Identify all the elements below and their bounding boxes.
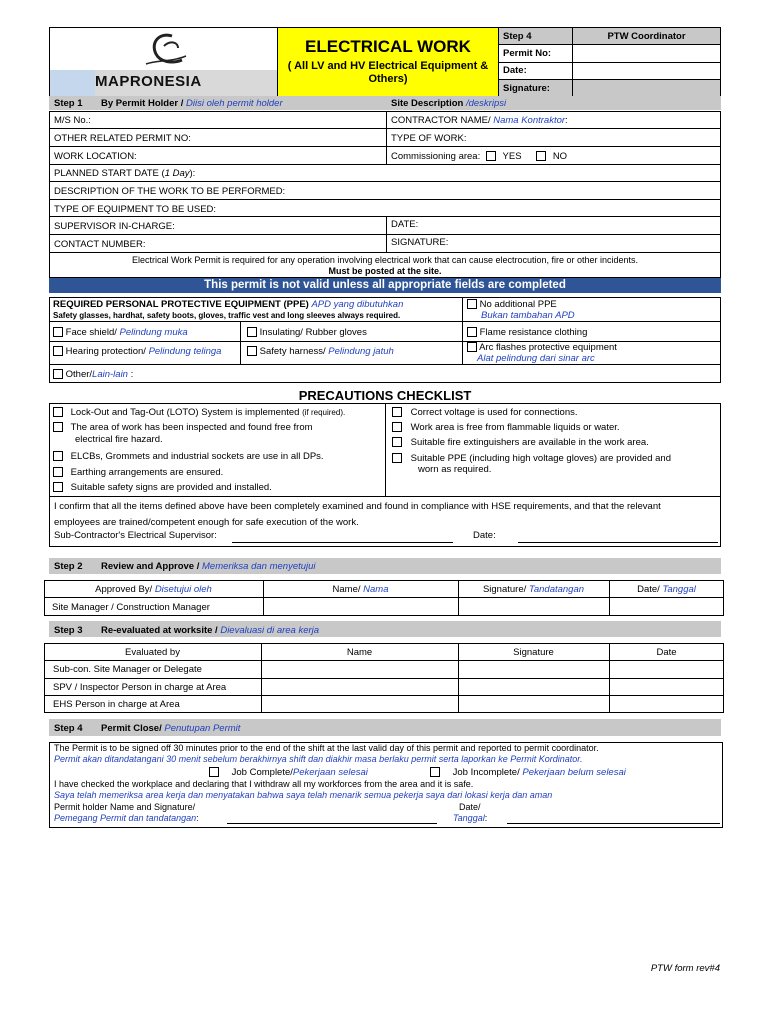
precaution-earthing: Earthing arrangements are ensured. — [53, 467, 223, 478]
header-date: Date: — [503, 65, 527, 76]
ppe-hearing: Hearing protection/ Pelindung telinga — [53, 346, 221, 357]
description-label: DESCRIPTION OF THE WORK TO BE PERFORMED: — [54, 186, 286, 197]
header-step4: Step 4 — [503, 31, 532, 42]
header-signature: Signature: — [503, 83, 550, 94]
subcon-supervisor-label: Sub-Contractor's Electrical Supervisor: — [54, 530, 217, 541]
supervisor-label: SUPERVISOR IN-CHARGE: — [54, 221, 175, 232]
logo-accent — [50, 70, 95, 97]
work-location-label: WORK LOCATION: — [54, 151, 137, 162]
step2-label: Step 2 — [54, 561, 83, 572]
notice-text: Electrical Work Permit is required for any operation involving electrical work that can cause electrocution, fire or other incidents. — [131, 255, 639, 265]
precaution-ppe-gloves: Suitable PPE (including high voltage gloves) are provided and — [392, 453, 671, 464]
subcon-signature-line[interactable] — [232, 542, 453, 543]
ppe-insulating: Insulating/ Rubber gloves — [247, 327, 367, 338]
precaution-area-inspected-line2: electrical fire hazard. — [75, 434, 163, 445]
equipment-label: TYPE OF EQUIPMENT TO BE USED: — [54, 204, 217, 215]
step3-sig-header: Signature — [513, 647, 554, 658]
signature-label: SIGNATURE: — [391, 237, 449, 248]
contractor-label: CONTRACTOR NAME/ Nama Kontraktor: — [391, 115, 568, 126]
step4-date-label-id: Tanggal: — [453, 813, 488, 823]
logo-swirl-icon — [142, 30, 190, 70]
insulating-gloves-checkbox[interactable] — [247, 327, 257, 337]
step4-line1-id: Permit akan ditandatangani 30 menit sebelum berakhirnya shift dan diakhir masa berlaku permit serta laporkan ke Permit Kordinator. — [54, 754, 583, 764]
logo-brand: MAPRONESIA — [95, 73, 202, 90]
precaution-extinguishers: Suitable fire extinguishers are available in the work area. — [392, 437, 649, 448]
step2-name-header: Name/ Nama — [332, 584, 389, 595]
precaution-signs: Suitable safety signs are provided and installed. — [53, 482, 272, 493]
form-subtitle: ( All LV and HV Electrical Equipment & Others) — [287, 60, 489, 85]
other-ppe-checkbox[interactable] — [53, 369, 63, 379]
step4-line1: The Permit is to be signed off 30 minutes prior to the end of the shift at the last valid day of this permit and reported to permit coordinator. — [54, 743, 599, 753]
confirm-date-label: Date: — [473, 530, 496, 541]
step4-declare-id: Saya telah memeriksa area kerja dan menyatakan bahwa saya telah menarik semua pekerja saya dari lokasi kerja dan aman — [54, 790, 553, 800]
flammable-checkbox[interactable] — [392, 422, 402, 432]
notice-posted: Must be posted at the site. — [328, 266, 442, 276]
holder-signature-line[interactable] — [227, 823, 437, 824]
step3-name-header: Name — [346, 647, 373, 658]
step3-row-ehs: EHS Person in charge at Area — [53, 699, 180, 710]
other-permit-label: OTHER RELATED PERMIT NO: — [54, 133, 191, 144]
safety-signs-checkbox[interactable] — [53, 482, 63, 492]
commissioning-no-checkbox[interactable] — [536, 151, 546, 161]
precaution-loto: Lock-Out and Tag-Out (LOTO) System is implemented (if required). — [53, 407, 345, 418]
precaution-flammable: Work area is free from flammable liquids or water. — [392, 422, 620, 433]
face-shield-checkbox[interactable] — [53, 327, 63, 337]
step4-declare: I have checked the workplace and declaring that I withdraw all my workforces from the area and it is safe. — [54, 779, 474, 789]
earthing-checkbox[interactable] — [53, 467, 63, 477]
step4-title: Permit Close/ Penutupan Permit — [101, 723, 241, 734]
date-label: DATE: — [391, 219, 419, 230]
form-revision: PTW form rev#4 — [650, 963, 720, 974]
site-description-label: Site Description /deskripsi — [391, 98, 507, 109]
step2-title: Review and Approve / Memeriksa dan menyetujui — [101, 561, 316, 572]
ppe-face: Face shield/ Pelindung muka — [53, 327, 188, 338]
ppe-flame: Flame resistance clothing — [467, 327, 587, 338]
ppe-title: REQUIRED PERSONAL PROTECTIVE EQUIPMENT (PPE) APD yang dibutuhkan — [53, 299, 404, 310]
step3-title: Re-evaluated at worksite / Dievaluasi di area kerja — [101, 625, 320, 636]
ppe-other: Other/Lain-lain : — [53, 369, 133, 380]
ppe-arc: Arc flashes protective equipment — [467, 342, 617, 353]
job-incomplete: Job Incomplete/ Pekerjaan belum selesai — [430, 767, 626, 778]
commissioning-label: Commissioning area: YES NO — [391, 151, 568, 162]
hv-gloves-checkbox[interactable] — [392, 453, 402, 463]
precautions-title: PRECAUTIONS CHECKLIST — [298, 388, 472, 403]
loto-checkbox[interactable] — [53, 407, 63, 417]
holder-label-id: Pemegang Permit dan tandatangan: — [54, 813, 199, 823]
header-permit-no: Permit No: — [503, 48, 552, 59]
arc-flash-checkbox[interactable] — [467, 342, 477, 352]
job-complete-checkbox[interactable] — [209, 767, 219, 777]
step4-date-label: Date/ — [459, 802, 481, 812]
extinguishers-checkbox[interactable] — [392, 437, 402, 447]
confirm-date-line[interactable] — [518, 542, 718, 543]
step4-date-line[interactable] — [507, 823, 720, 824]
step2-approved-header: Approved By/ Disetujui oleh — [95, 584, 212, 595]
job-incomplete-checkbox[interactable] — [430, 767, 440, 777]
ppe-no-additional-id: Bukan tambahan APD — [481, 310, 575, 321]
step1-label: Step 1 — [54, 98, 83, 109]
step2-date-header: Date/ Tanggal — [637, 584, 696, 595]
start-date-label: PLANNED START DATE (1 Day): — [54, 168, 196, 179]
step3-eval-header: Evaluated by — [125, 647, 180, 658]
safety-harness-checkbox[interactable] — [247, 346, 257, 356]
step4-label: Step 4 — [54, 723, 83, 734]
hearing-protection-checkbox[interactable] — [53, 346, 63, 356]
precaution-ppe-gloves-line2: worn as required. — [418, 464, 492, 475]
precaution-voltage: Correct voltage is used for connections. — [392, 407, 578, 418]
permit-no-field[interactable] — [574, 45, 720, 61]
precaution-area-inspected: The area of work has been inspected and found free from — [53, 422, 313, 433]
ppe-no-additional: No additional PPE — [467, 299, 557, 310]
step2-sig-header: Signature/ Tandatangan — [482, 584, 585, 595]
precaution-elcb: ELCBs, Grommets and industrial sockets are use in all DPs. — [53, 451, 324, 462]
header-coordinator: PTW Coordinator — [607, 31, 686, 42]
step3-row-spv: SPV / Inspector Person in charge at Area — [53, 682, 227, 693]
validity-banner-text: This permit is not valid unless all appropriate fields are completed — [204, 279, 566, 291]
step1-title: By Permit Holder / Diisi oleh permit holder — [101, 98, 283, 109]
ppe-subtitle: Safety glasses, hardhat, safety boots, gloves, traffic vest and long sleeves always required. — [53, 311, 401, 320]
form-title: ELECTRICAL WORK — [305, 37, 471, 56]
ppe-harness: Safety harness/ Pelindung jatuh — [247, 346, 394, 357]
no-additional-ppe-checkbox[interactable] — [467, 299, 477, 309]
voltage-checkbox[interactable] — [392, 407, 402, 417]
area-inspected-checkbox[interactable] — [53, 422, 63, 432]
holder-label: Permit holder Name and Signature/ — [54, 802, 196, 812]
step2-row-site-manager: Site Manager / Construction Manager — [52, 602, 210, 613]
elcb-checkbox[interactable] — [53, 451, 63, 461]
coordinator-date-field[interactable] — [574, 63, 720, 78]
coordinator-signature-field[interactable] — [574, 80, 720, 97]
ppe-arc-id: Alat pelindung dari sinar arc — [477, 353, 595, 364]
ms-no-label: M/S No.: — [54, 115, 91, 126]
type-of-work-label: TYPE OF WORK: — [391, 133, 467, 144]
step3-label: Step 3 — [54, 625, 83, 636]
confirm-line1: I confirm that all the items defined above have been completely examined and found in compliance with HSE requirements, and that the relevant — [54, 501, 661, 512]
step3-row-subcon: Sub-con. Site Manager or Delegate — [53, 664, 202, 675]
logo-area — [50, 28, 277, 97]
confirm-line2: employees are trained/competent enough for safe execution of the work. — [54, 517, 359, 528]
step3-date-header: Date — [656, 647, 677, 658]
job-complete: Job Complete/Pekerjaan selesai — [209, 767, 368, 778]
commissioning-yes-checkbox[interactable] — [486, 151, 496, 161]
contact-label: CONTACT NUMBER: — [54, 239, 146, 250]
flame-clothing-checkbox[interactable] — [467, 327, 477, 337]
